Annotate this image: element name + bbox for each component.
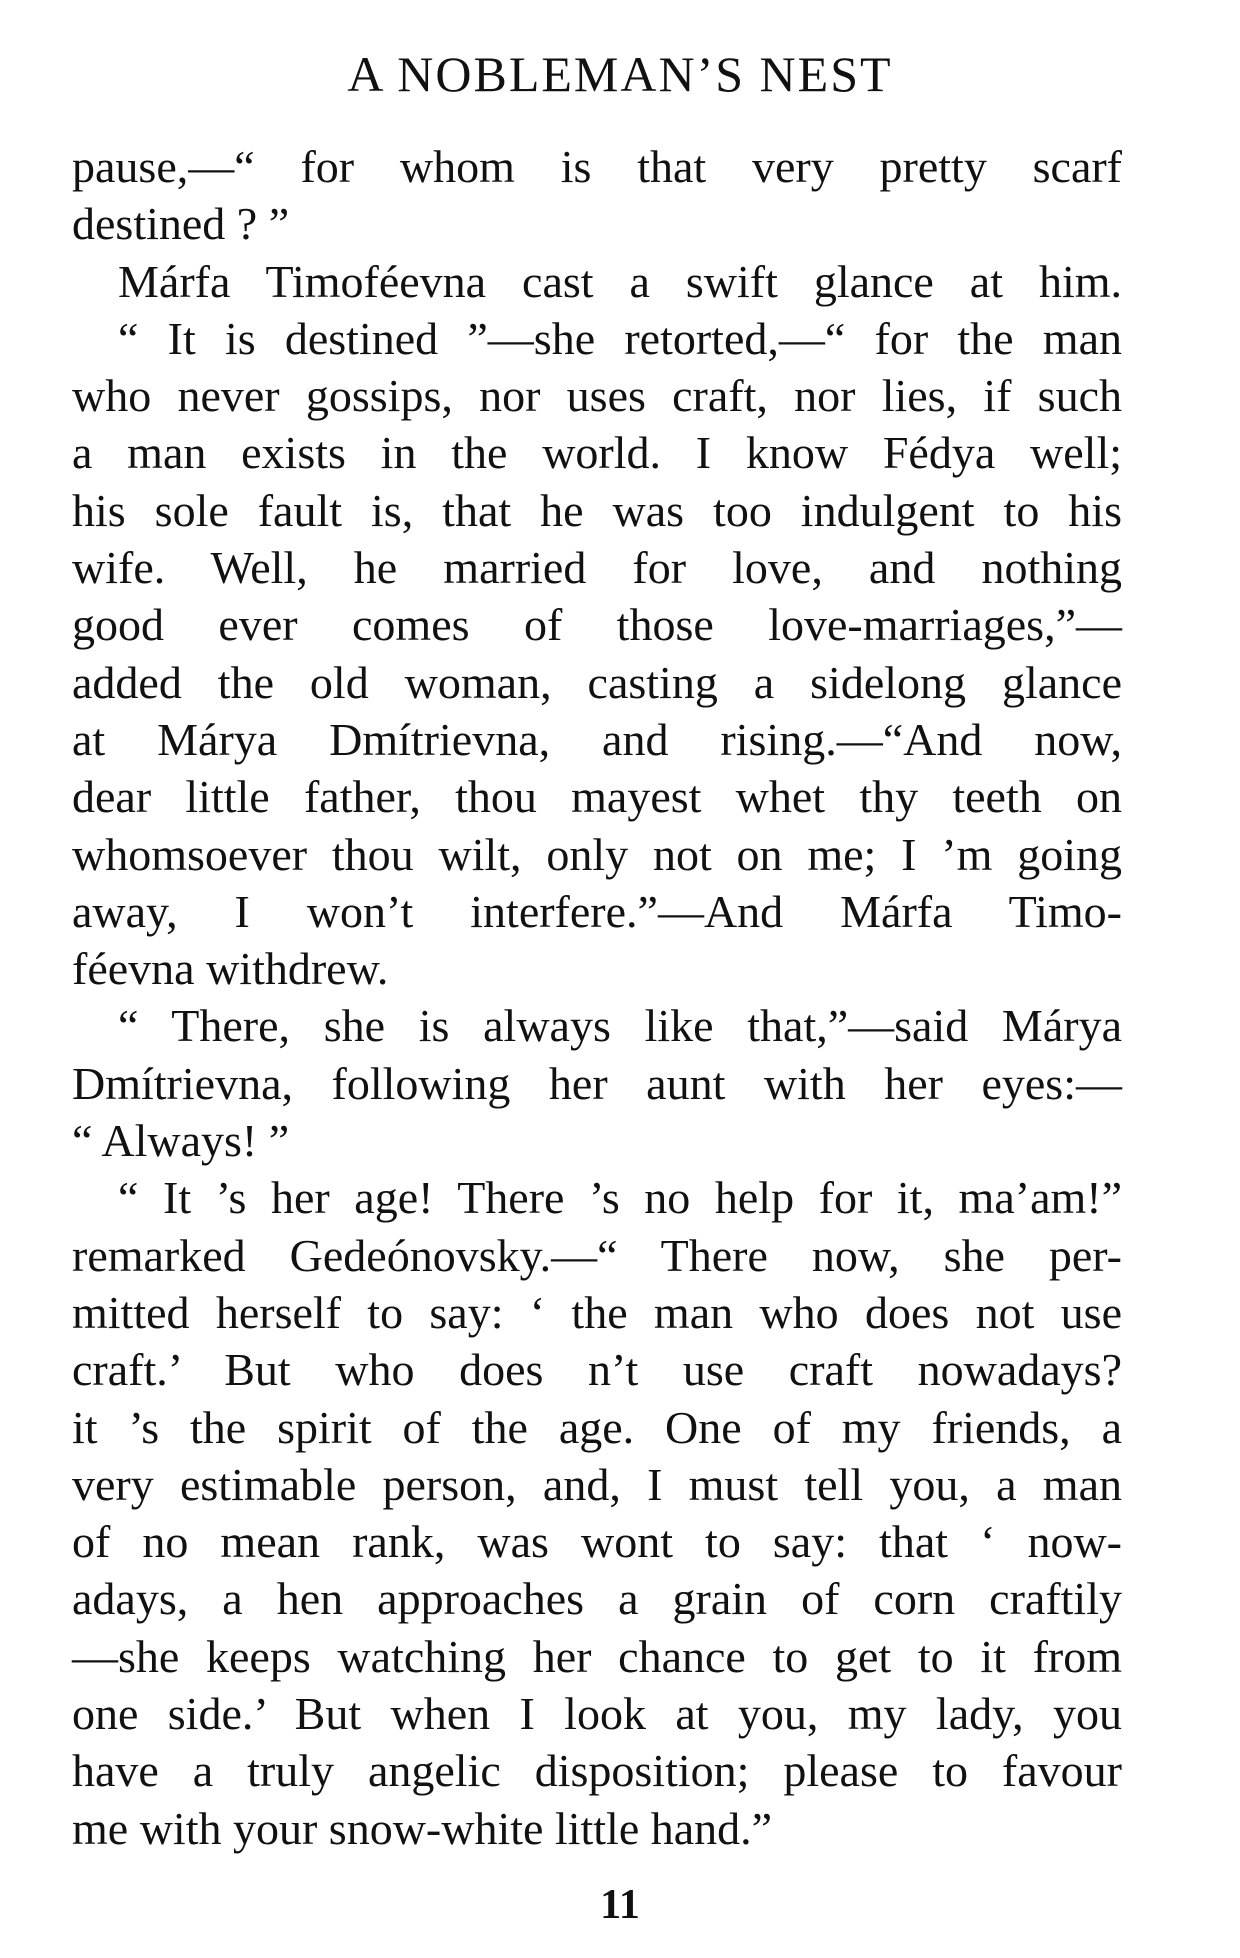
text-line: good ever comes of those love-marriages,”—	[72, 599, 1122, 651]
text-line: féevna withdrew.	[72, 943, 389, 995]
text-line: of no mean rank, was wont to say: that ‘ now-	[72, 1516, 1122, 1568]
text-line: who never gossips, nor uses craft, nor lies, if such	[72, 370, 1122, 422]
text-line: Dmítrievna, following her aunt with her eyes:—	[72, 1057, 1122, 1109]
text-line: “ It ’s her age! There ’s no help for it, ma’am!”	[118, 1172, 1122, 1224]
text-line: “ Always! ”	[72, 1115, 290, 1167]
text-line: pause,—“ for whom is that very pretty scarf	[72, 141, 1122, 192]
text-line: at Márya Dmítrievna, and rising.—“And now,	[72, 713, 1122, 765]
text-line: “ It is destined ”—she retorted,—“ for the man	[118, 312, 1122, 364]
text-line: away, I won’t interfere.”—And Márfa Timo-	[72, 885, 1122, 937]
text-line: craft.’ But who does n’t use craft nowadays?	[72, 1344, 1122, 1396]
text-line: very estimable person, and, I must tell you, a man	[72, 1458, 1122, 1510]
text-line: one side.’ But when I look at you, my lady, you	[72, 1688, 1122, 1740]
body-text	[72, 138, 1122, 1857]
text-line: have a truly angelic disposition; please to favour	[72, 1745, 1122, 1797]
text-line: added the old woman, casting a sidelong glance	[72, 656, 1122, 708]
text-line: wife. Well, he married for love, and nothing	[72, 542, 1122, 594]
text-line: adays, a hen approaches a grain of corn craftily	[72, 1573, 1122, 1625]
page-number: 11	[600, 1882, 640, 1928]
text-line: me with your snow-white little hand.”	[72, 1802, 773, 1854]
text-line: remarked Gedeónovsky.—“ There now, she per-	[72, 1229, 1122, 1281]
text-line: dear little father, thou mayest whet thy teeth on	[72, 771, 1122, 823]
text-line: destined ? ”	[72, 198, 290, 250]
text-line: —she keeps watching her chance to get to it from	[72, 1630, 1122, 1682]
text-line: whomsoever thou wilt, only not on me; I ’m going	[72, 828, 1122, 880]
running-head: A NOBLEMAN’S NEST	[347, 46, 893, 102]
text-line: mitted herself to say: ‘ the man who does not use	[72, 1286, 1122, 1338]
text-line: Márfa Timoféevna cast a swift glance at him.	[118, 255, 1122, 307]
text-line: a man exists in the world. I know Fédya well;	[72, 427, 1122, 479]
text-line: it ’s the spirit of the age. One of my friends, a	[72, 1401, 1122, 1453]
text-line: his sole fault is, that he was too indulgent to his	[72, 484, 1122, 536]
text-line: “ There, she is always like that,”—said Márya	[118, 1000, 1122, 1052]
